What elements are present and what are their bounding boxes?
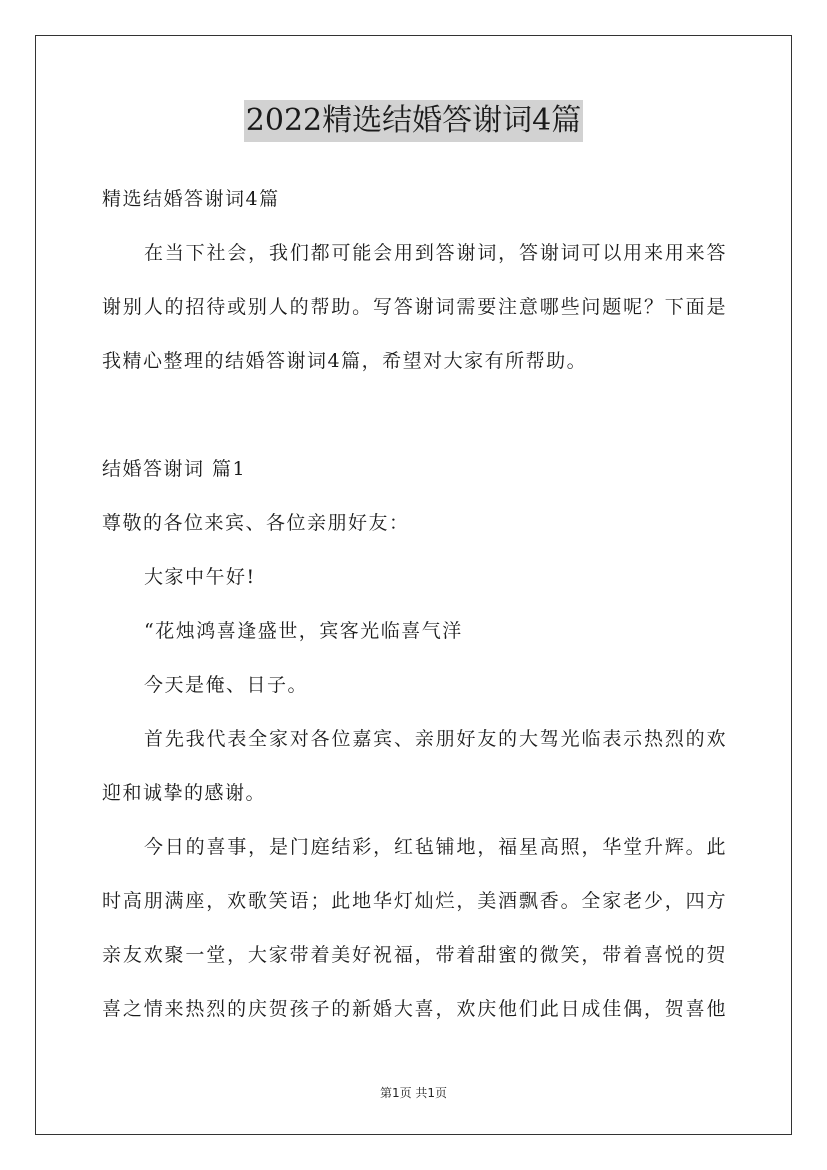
today-line: 今天是俺、日子。 bbox=[144, 674, 309, 696]
document-title-block bbox=[0, 100, 827, 142]
quote-line: “花烛鸿喜逢盛世，宾客光临喜气洋 bbox=[144, 620, 463, 642]
page-number: 第1页 共1页 bbox=[379, 1086, 448, 1100]
intro-line-2: 谢别人的招待或别人的帮助。写答谢词需要注意哪些问题呢？下面是 bbox=[102, 296, 727, 318]
document-title: 2022精选结婚答谢词4篇 bbox=[244, 100, 583, 142]
intro-line-3: 我精心整理的结婚答谢词4篇，希望对大家有所帮助。 bbox=[102, 350, 588, 372]
celebration-line-4: 喜之情来热烈的庆贺孩子的新婚大喜，欢庆他们此日成佳偶，贺喜他 bbox=[102, 998, 727, 1020]
thanks-line-1: 首先我代表全家对各位嘉宾、亲朋好友的大驾光临表示热烈的欢 bbox=[144, 728, 727, 750]
thanks-line-2: 迎和诚挚的感谢。 bbox=[102, 782, 267, 804]
intro-line-1: 在当下社会，我们都可能会用到答谢词，答谢词可以用来用来答 bbox=[144, 242, 727, 264]
celebration-line-2: 时高朋满座，欢歌笑语；此地华灯灿烂，美酒飘香。全家老少，四方 bbox=[102, 890, 727, 912]
greeting: 大家中午好! bbox=[144, 566, 256, 588]
page-footer bbox=[0, 1084, 827, 1101]
document-body bbox=[102, 172, 727, 1036]
paragraph-spacer bbox=[102, 388, 727, 442]
celebration-line-1: 今日的喜事，是门庭结彩，红毡铺地，福星高照，华堂升辉。此 bbox=[144, 836, 727, 858]
section-heading: 结婚答谢词 篇1 bbox=[102, 458, 247, 480]
document-subtitle: 精选结婚答谢词4篇 bbox=[102, 188, 280, 210]
celebration-line-3: 亲友欢聚一堂，大家带着美好祝福，带着甜蜜的微笑，带着喜悦的贺 bbox=[102, 944, 727, 966]
salutation: 尊敬的各位来宾、各位亲朋好友： bbox=[102, 512, 410, 534]
